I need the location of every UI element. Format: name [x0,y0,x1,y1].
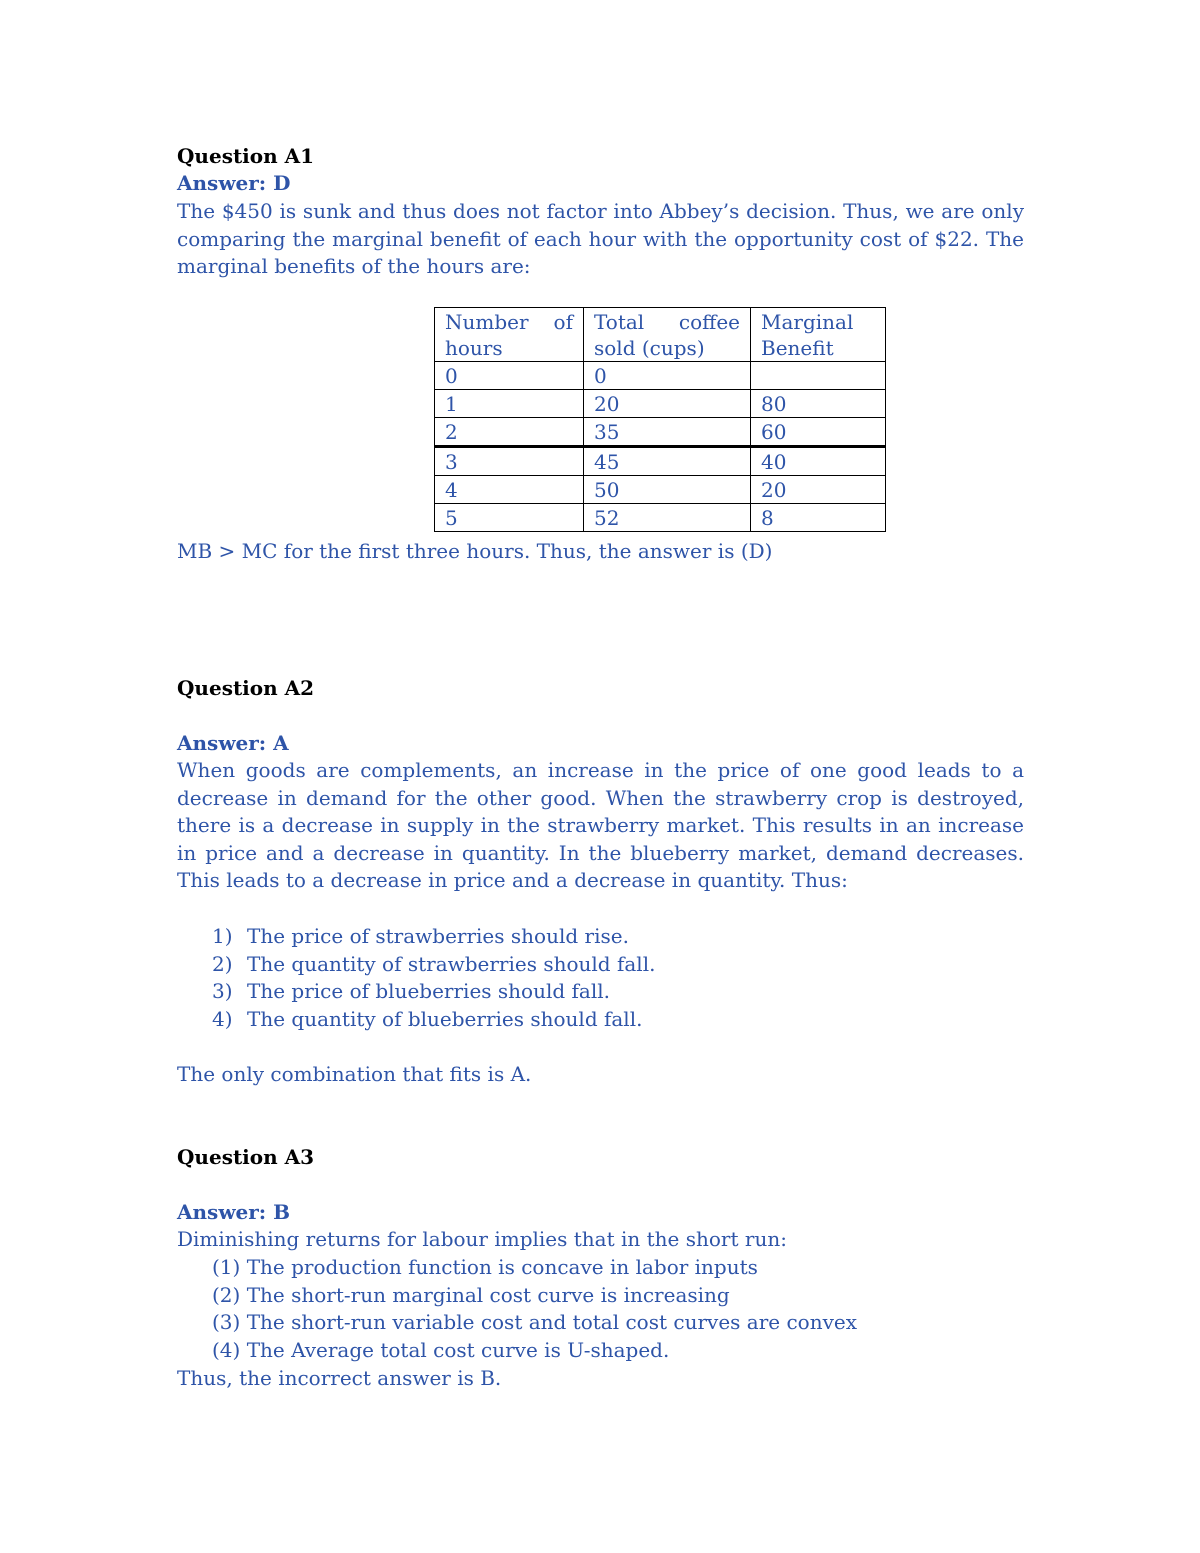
table-cell: 60 [751,418,886,447]
table-cell: 8 [751,504,886,532]
question-a3-implications-list [212,1254,857,1364]
table-header-cell: Number of hours [435,308,584,362]
table-cell: 50 [584,476,751,504]
table-cell: 20 [751,476,886,504]
table-cell: 3 [435,447,584,476]
table-cell: 35 [584,418,751,447]
table-cell: 52 [584,504,751,532]
marginal-benefit-table [434,307,886,532]
table-cell: 2 [435,418,584,447]
table-cell: 80 [751,390,886,418]
table-header-cell: Total coffee sold (cups) [584,308,751,362]
table-cell: 0 [584,362,751,390]
question-a1-answer: Answer: D [177,171,291,195]
question-a1-heading: Question A1 [177,144,315,168]
table-row [435,447,886,476]
question-a3-heading: Question A3 [177,1145,315,1169]
list-item: (2) The short-run marginal cost curve is increasing [212,1282,730,1307]
table-row [435,504,886,532]
list-item: 1) The price of strawberries should rise. [212,924,629,948]
question-a1-explanation: The $450 is sunk and thus does not factor into Abbey’s decision. Thus, we are only comparing the marginal benefit of each hour with the opportunity cost of $22. The marginal benefits of the hours are: [177,199,1024,278]
question-a1-conclusion: MB > MC for the first three hours. Thus, the answer is (D) [177,539,773,563]
table-row [435,362,886,390]
question-a2-explanation: When goods are complements, an increase in the price of one good leads to a decrease in demand for the other good. When the strawberry crop is destroyed, there is a decrease in supply in the strawberry market. This results in an increase in price and a decrease in quantity. In the blueberry market, demand decreases. This leads to a decrease in price and a decrease in quantity. Thus: [177,758,1024,892]
question-a2-heading: Question A2 [177,676,315,700]
question-a2-result-list [212,923,655,1033]
table-row [435,418,886,447]
question-a3-intro: Diminishing returns for labour implies that in the short run: [177,1227,787,1251]
list-item: 3) The price of blueberries should fall. [212,979,610,1003]
table-cell: 0 [435,362,584,390]
list-item: 2) The quantity of strawberries should fall. [212,951,656,976]
question-a3-answer: Answer: B [177,1200,291,1224]
table-cell: 1 [435,390,584,418]
table-row [435,476,886,504]
list-item: (4) The Average total cost curve is U-shaped. [212,1337,670,1362]
table-cell: 40 [751,447,886,476]
list-item: 4) The quantity of blueberries should fall. [212,1006,643,1031]
table-cell: 20 [584,390,751,418]
table-header-row [435,308,886,362]
table-cell: 5 [435,504,584,532]
question-a3-conclusion: Thus, the incorrect answer is B. [177,1366,502,1390]
table-header-cell: Marginal Benefit [751,308,886,362]
table-cell [751,362,886,390]
table-cell: 45 [584,447,751,476]
table-row [435,390,886,418]
question-a2-answer: Answer: A [177,731,289,755]
list-item: (3) The short-run variable cost and total cost curves are convex [212,1310,857,1334]
question-a2-conclusion: The only combination that fits is A. [177,1062,532,1086]
table-cell: 4 [435,476,584,504]
list-item: (1) The production function is concave in labor inputs [212,1255,758,1279]
